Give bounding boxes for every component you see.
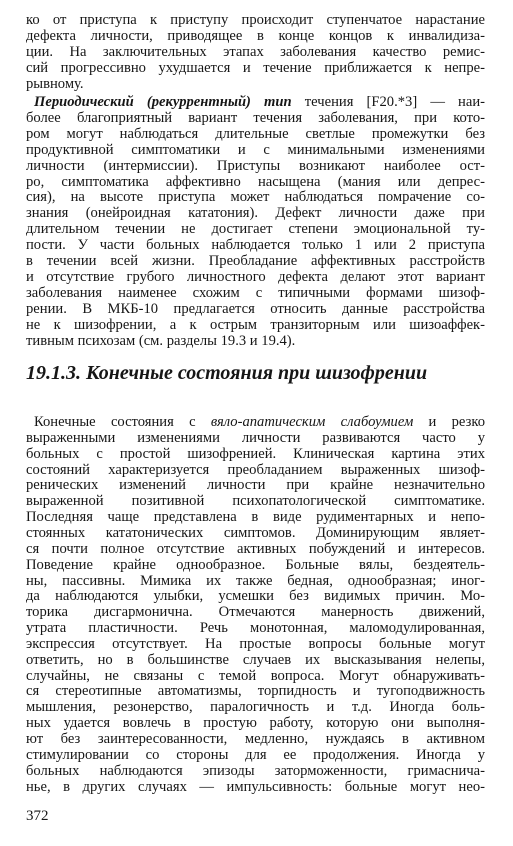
- paragraph-first-line: [34, 414, 485, 430]
- text-line: сия), на высоте приступа может наблюдаться помрачение со-: [26, 189, 485, 206]
- text-line: нье, в других случаях — импульсивность: больные могут нео-: [26, 778, 485, 795]
- text-line: ро, симптоматика аффективно насыщена (мания или депрес-: [26, 173, 485, 190]
- text-line: знания (онейроидная кататония). Дефект личности даже при: [26, 205, 485, 222]
- text-line: выраженной позитивной психопатологической симптоматике.: [26, 493, 485, 510]
- term-periodic-type: Периодический (рекуррентный) тип: [34, 93, 292, 110]
- text-line: Поведение крайне однообразное. Больные вялы, бездеятель-: [26, 556, 485, 573]
- text-line: состояний характеризуется преобладанием выраженных шизоф-: [26, 461, 485, 478]
- text-fragment: течения [F20.*3] — наи-: [291, 93, 485, 110]
- text-line: мышления, резонерство, паралогичность и т.д. Иногда боль-: [26, 699, 485, 716]
- text-line: ся почти полное отсутствие активных побуждений и интересов.: [26, 540, 485, 557]
- text-line: личности (интермиссии). Приступы возникают наиболее ост-: [26, 157, 485, 174]
- text-line: стимулировании со стороны для ее продолжения. Иногда у: [26, 746, 485, 763]
- text-line: ны, пассивны. Мимика их также бедная, однообразная; иног-: [26, 572, 485, 589]
- text-line: пости. У части больных наблюдается только 1 или 2 приступа: [26, 237, 485, 254]
- text-line: заболевания наименее схожим с типичными формами шизоф-: [26, 285, 485, 302]
- text-line: ют без заинтересованности, медленно, нуждаясь в активном: [26, 731, 485, 747]
- text-line: ся стереотипные автоматизмы, торпидность и тугоподвижность: [26, 683, 485, 700]
- text-line: ных удается вовлечь в простую работу, которую они выполня-: [26, 715, 485, 732]
- section-heading: 19.1.3. Конечные состояния при шизофрении: [26, 362, 428, 384]
- text-line: в течении всей жизни. Преобладание аффективных расстройств: [26, 253, 485, 270]
- text-line: больных с простой шизофренией. Клиническая картина этих: [26, 445, 485, 462]
- text-line: да наблюдаются улыбки, усмешки без видимых причин. Мо-: [26, 588, 485, 605]
- text-line: рении. В МКБ-10 предлагается относить данные расстройства: [26, 301, 485, 318]
- text-line: Последняя чаще представлена в виде рудиментарных и непо-: [26, 509, 485, 526]
- text-line: рывному.: [26, 75, 84, 92]
- text-line: ренических изменений личности при крайне незначительно: [26, 477, 485, 494]
- term-apathetic-dementia: вяло-апатическим слабоумием: [210, 414, 414, 430]
- text-line: не к шизофрении, а к острым транзиторным или шизоаффек-: [26, 317, 485, 334]
- text-line: случайны, не связаны с темой вопроса. Могут обнаруживать-: [26, 667, 485, 684]
- text-line: торика дисгармонична. Отмечаются манерность движений,: [26, 604, 485, 621]
- paragraph-first-line: [34, 94, 485, 110]
- text-line: больных наблюдаются эпизоды заторможенности, гримасничa-: [26, 762, 485, 779]
- text-line: и отсутствие грубого личностного дефекта делают этот вариант: [26, 269, 485, 286]
- text-line: тивным психозам (см. разделы 19.3 и 19.4).: [26, 333, 296, 349]
- text-line: стоянных кататонических симптомов. Доминирующим являет-: [26, 524, 485, 541]
- text-line: более благоприятный вариант течения заболевания, при кото-: [26, 109, 485, 126]
- text-line: продуктивной симптоматики и с минимальными изменениями: [26, 141, 485, 158]
- text-line: выраженными изменениями личности развиваются часто у: [26, 429, 485, 446]
- text-line: дефекта личности, приводящее в конце концов к инвалидиза-: [26, 27, 485, 44]
- text-line: утрата пластичности. Речь монотонная, маломодулированная,: [26, 620, 485, 637]
- text-line: ко от приступа к приступу происходит ступенчатое нарастание: [26, 12, 485, 28]
- text-line: сий прогрессивно ухудшается и течение приближается к непре-: [26, 59, 485, 76]
- text-line: ции. На заключительных этапах заболевания качество ремис-: [26, 43, 485, 60]
- text-line: ром могут наблюдаться длительные светлые промежутки без: [26, 125, 485, 142]
- text-fragment: и резко: [413, 414, 485, 430]
- text-line: длительном течении не достигает степени эмоциональной ту-: [26, 221, 485, 238]
- text-fragment: Конечные состояния с: [34, 414, 211, 430]
- text-line: экспрессия отсутствует. На простые вопросы больные могут: [26, 635, 485, 652]
- text-line: ответить, но в большинстве случаев их высказывания нелепы,: [26, 651, 485, 668]
- page-number: 372: [26, 808, 49, 824]
